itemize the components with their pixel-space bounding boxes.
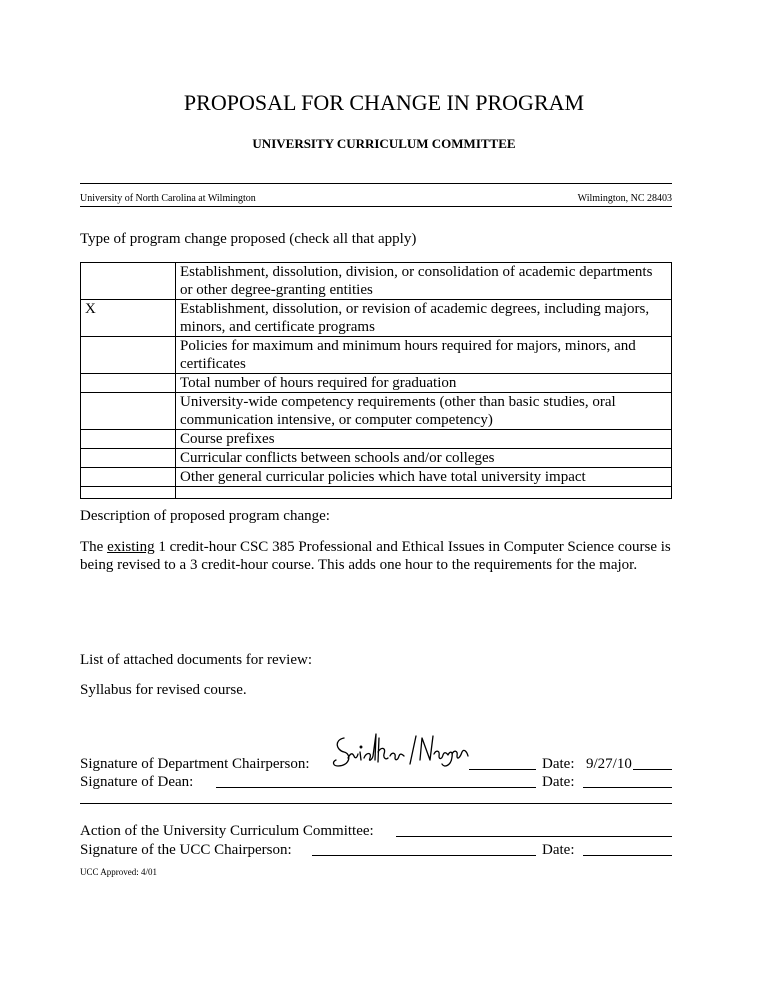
change-type-text: Curricular conflicts between schools and/or colleges [176,449,672,468]
change-type-text: Policies for maximum and minimum hours required for majors, minors, and certificates [176,337,672,374]
check-cell[interactable] [81,374,176,393]
institution-name: University of North Carolina at Wilmington [80,193,256,204]
ucc-chair-signature-label: Signature of the UCC Chairperson: [80,842,292,858]
change-type-text: Other general curricular policies which have total university impact [176,468,672,487]
page-subtitle: UNIVERSITY CURRICULUM COMMITTEE [252,136,516,151]
change-type-text: Establishment, dissolution, or revision of academic degrees, including majors, minors, and certificate programs [176,300,672,337]
description-underlined: existing [107,539,155,555]
chair-signature-row [80,755,672,773]
ucc-date-line[interactable] [583,841,672,856]
table-row [81,468,672,487]
description-text [80,538,680,574]
ucc-chair-row [80,841,672,859]
check-cell[interactable] [81,337,176,374]
attached-docs: Syllabus for revised course. [80,682,247,698]
chair-signature-line[interactable] [469,755,536,770]
ucc-chair-signature-line[interactable] [312,841,536,856]
description-label: Description of proposed program change: [80,508,330,524]
ucc-date-label: Date: [542,842,575,858]
table-row-empty [81,487,672,499]
header-rule-bottom [80,206,672,207]
change-type-prompt: Type of program change proposed (check all that apply) [80,231,417,247]
ucc-action-label: Action of the University Curriculum Committee: [80,823,374,839]
chair-date-value: 9/27/10 [586,756,632,772]
table-row [81,337,672,374]
dean-signature-row [80,773,672,791]
change-type-text: Course prefixes [176,430,672,449]
table-row [81,393,672,430]
footnote-approved: UCC Approved: 4/01 [80,867,158,877]
dean-signature-line[interactable] [216,773,536,788]
change-type-text [176,487,672,499]
change-type-text: University-wide competency requirements (other than basic studies, oral communication intensive, or computer competency) [176,393,672,430]
table-row [81,263,672,300]
attached-label: List of attached documents for review: [80,652,313,668]
table-row [81,449,672,468]
check-cell[interactable] [81,449,176,468]
institution-location: Wilmington, NC 28403 [577,193,672,204]
description-post: 1 credit-hour CSC 385 Professional and Ethical Issues in Computer Science course is being revised to a 3 credit-hour course. This adds one hour to the requirements for the major. [80,539,671,573]
section-divider [80,803,672,804]
chair-date-line[interactable] [633,755,672,770]
table-row [81,300,672,337]
ucc-action-row [80,822,672,840]
table-row [81,430,672,449]
dean-signature-label: Signature of Dean: [80,774,194,790]
check-cell[interactable] [81,468,176,487]
header-rule-top [80,183,672,184]
dean-date-label: Date: [542,774,575,790]
ucc-action-line[interactable] [396,822,672,837]
table-row [81,374,672,393]
check-cell[interactable] [81,263,176,300]
check-cell[interactable] [81,430,176,449]
change-types-table [80,262,672,499]
page-title: PROPOSAL FOR CHANGE IN PROGRAM [183,90,585,115]
check-cell[interactable]: X [81,300,176,337]
change-type-text: Total number of hours required for graduation [176,374,672,393]
description-pre: The [80,539,108,555]
dean-date-line[interactable] [583,773,672,788]
check-cell[interactable] [81,487,176,499]
check-cell[interactable] [81,393,176,430]
chair-signature-label: Signature of Department Chairperson: [80,756,310,772]
change-type-text: Establishment, dissolution, division, or consolidation of academic departments or other degree-granting entities [176,263,672,300]
chair-date-label: Date: [542,756,575,772]
